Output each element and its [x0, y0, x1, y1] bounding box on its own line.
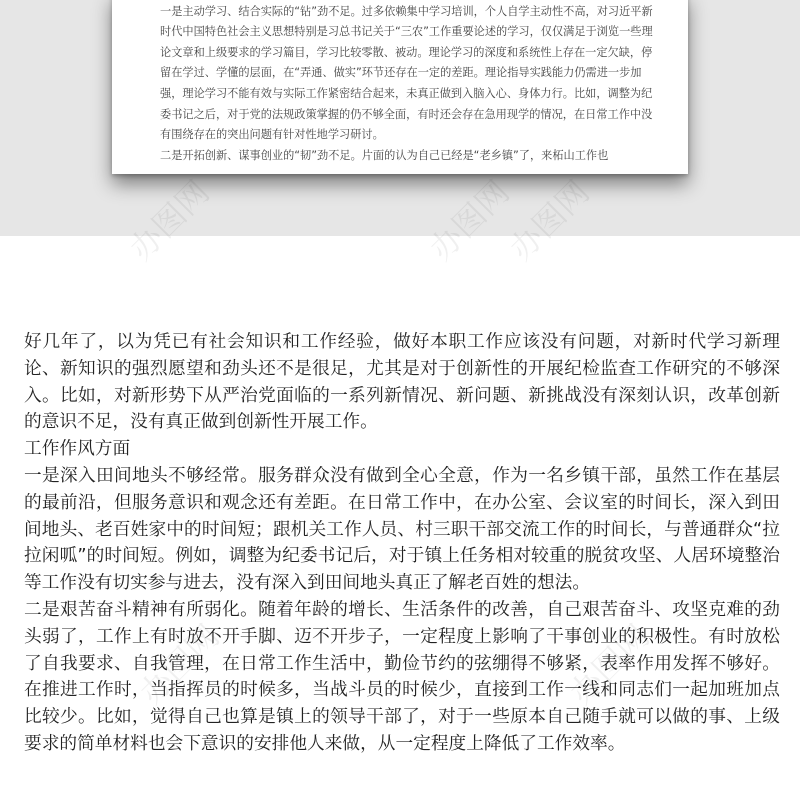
card-paragraph-1: 一是主动学习、结合实际的“钻”劲不足。过多依赖集中学习培训，个人自学主动性不高，对习近平新时代中国特色社会主义思想特别是习总书记关于“三农”工作重要论述的学习，仅仅满足于浏览一些理论文章和上级要求的学习篇目，学习比较零散、被动。理论学习的深度和系统性上存在一定欠缺，停留在学过、学懂的层面，在“弄通、做实”环节还存在一定的差距。理论指导实践能力仍需进一步加强，理论学习不能有效与实际工作紧密结合起来，未真正做到入脑入心、身体力行。比如，调整为纪委书记之后，对于党的法规政策掌握的仍不够全面，有时还会存在急用现学的情况，在日常工作中没有围绕存在的突出问题有针对性地学习研讨。: [160, 4, 653, 142]
section-heading: 工作作风方面: [24, 439, 131, 460]
watermark: 办图网: [132, 617, 227, 712]
main-paragraph-2: 一是深入田间地头不够经常。服务群众没有做到全心全意，作为一名乡镇干部，虽然工作在基层的最前沿，但服务意识和观念还有差距。在日常工作中，在办公室、会议室的时间长，深入到田间地头、老百姓家中的时间短；跟机关工作人员、村三职干部交流工作的时间长，与普通群众“拉拉闲呱”的时间短。例如，调整为纪委书记后，对于镇上任务相对较重的脱贫攻坚、人居环境整治等工作没有切实参与进去，没有深入到田间地头真正了解老百姓的想法。: [24, 465, 780, 594]
main-document-text: [24, 329, 780, 758]
main-paragraph-1: 好几年了，以为凭已有社会知识和工作经验，做好本职工作应该没有问题，对新时代学习新理论、新知识的强烈愿望和劲头还不是很足，尤其是对于创新性的开展纪检监查工作研究的不够深入。比如，对新形势下从严治党面临的一系列新情况、新问题、新挑战没有深刻认识，改革创新的意识不足，没有真正做到创新性开展工作。: [24, 332, 780, 433]
card-paragraph-2: 二是开拓创新、谋事创业的“韧”劲不足。片面的认为自己已经是“老乡镇”了，来柘山工作也: [160, 148, 609, 162]
watermark: 办图网: [562, 617, 657, 712]
card-text-block: [160, 0, 656, 166]
document-preview-card: [112, 0, 688, 174]
main-paragraph-3: 二是艰苦奋斗精神有所弱化。随着年龄的增长、生活条件的改善，自己艰苦奋斗、攻坚克难的劲头弱了，工作上有时放不开手脚、迈不开步子，一定程度上影响了干事创业的积极性。有时放松了自我要求、自我管理，在日常工作生活中，勤俭节约的弦绷得不够紧，表率作用发挥不够好。在推进工作时，当指挥员的时候多，当战斗员的时候少，直接到工作一线和同志们一起加班加点比较少。比如，觉得自己也算是镇上的领导干部了，对于一些原本自己随手就可以做的事、上级要求的简单材料也会下意识的安排他人来做，从一定程度上降低了工作效率。: [24, 599, 780, 754]
